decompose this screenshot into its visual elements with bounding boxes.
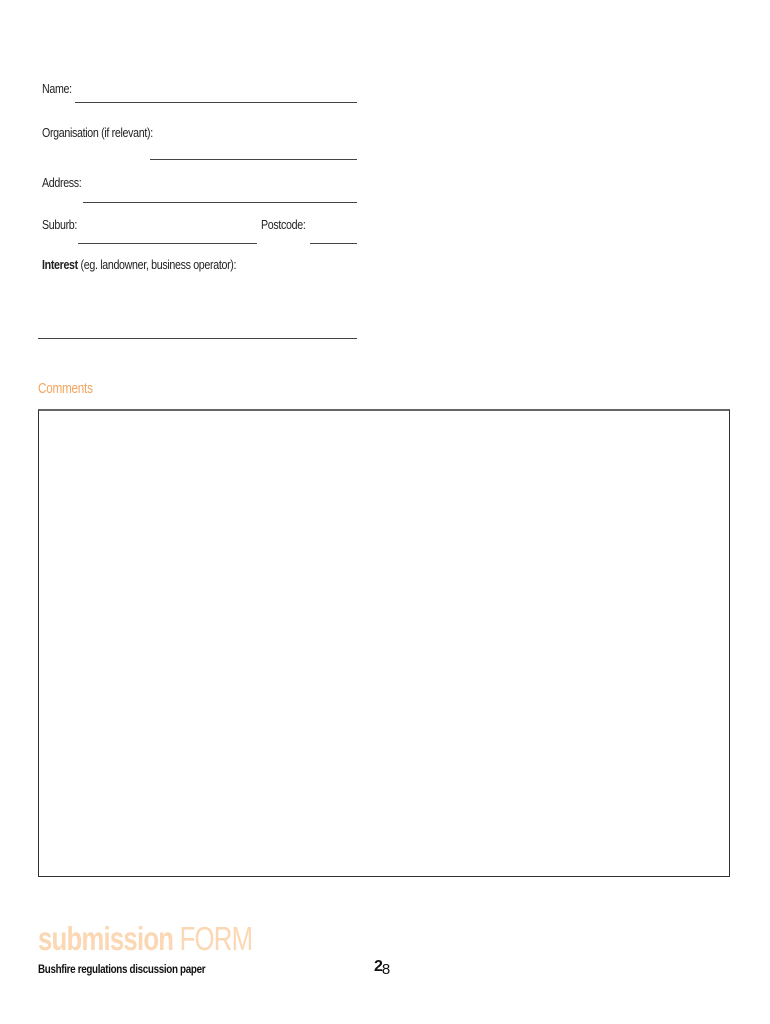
page-number-digit-1: 2 — [374, 958, 383, 975]
name-label: Name: — [42, 81, 72, 96]
address-label: Address: — [42, 175, 82, 190]
interest-label-bold: Interest — [42, 257, 78, 272]
page-number — [374, 958, 390, 976]
organisation-label: Organisation (if relevant): — [42, 125, 153, 140]
interest-field[interactable] — [38, 338, 357, 339]
postcode-label: Postcode: — [261, 217, 306, 232]
address-field[interactable] — [83, 202, 357, 203]
footer-title-bold: submission — [38, 920, 174, 957]
footer-title-light: FORM — [173, 920, 253, 957]
suburb-field[interactable] — [78, 243, 257, 244]
postcode-field[interactable] — [310, 243, 357, 244]
organisation-field[interactable] — [150, 159, 357, 160]
comments-heading: Comments — [38, 380, 93, 397]
page-number-digit-2: 8 — [381, 961, 391, 978]
suburb-label: Suburb: — [42, 217, 78, 232]
name-field[interactable] — [75, 102, 357, 103]
comments-textarea[interactable] — [38, 409, 730, 877]
interest-label — [42, 257, 236, 272]
interest-label-hint: (eg. landowner, business operator): — [77, 257, 237, 272]
footer-subtitle: Bushfire regulations discussion paper — [38, 962, 206, 976]
footer-title — [38, 922, 252, 955]
